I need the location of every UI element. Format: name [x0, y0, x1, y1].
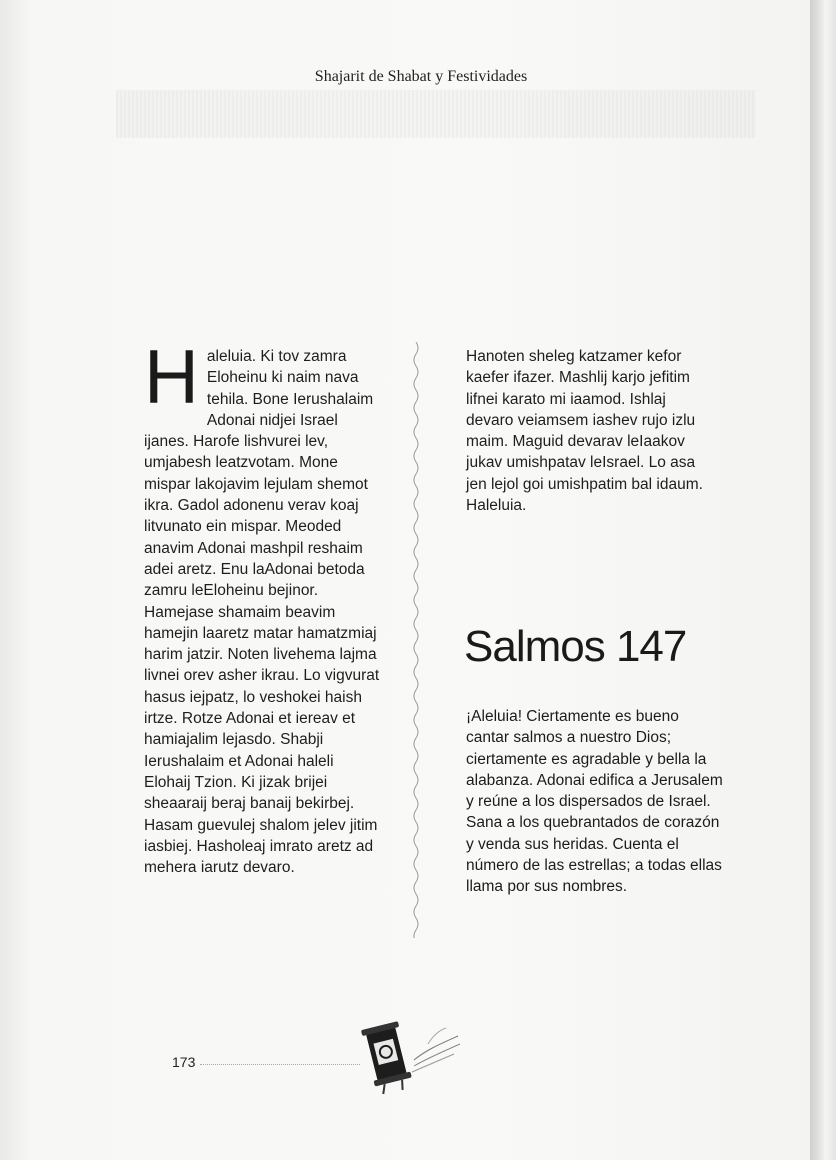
page-number: 173	[172, 1054, 196, 1070]
torah-scroll-ornament-icon	[354, 1014, 464, 1094]
psalm-147-text: ¡Aleluia! Ciertamente es bueno cantar salmos a nuestro Dios; ciertamente es agradable y bella la alabanza. Adonai edifica a Jerusalem y reúne a los dispersados de Israel. Sana a los quebrantados de corazón y venda sus heridas. Cuenta el número de las estrellas; a todas ellas llama por sus nombres.	[466, 708, 723, 896]
running-header: Shajarit de Shabat y Festividades	[314, 68, 528, 85]
right-transliteration-column	[466, 346, 716, 516]
header-shadow-band	[116, 90, 756, 138]
drop-cap: H	[144, 335, 199, 420]
psalm-147-translation	[466, 706, 726, 898]
footer-dotted-rule	[200, 1064, 360, 1065]
wavy-column-divider	[404, 342, 428, 938]
left-column-text: aleluia. Ki tov zamra Eloheinu ki naim nava tehila. Bone Ierushalaim Adonai nidjei Israel ijanes. Harofe lishvurei lev, umjabesh leatzvotam. Mone mispar lakojavim lejulam shemot ikra. Gadol adonenu verav koaj litvunato ein mispar. Meoded anavim Adonai mashpil reshaim adei aretz. Enu laAdonai betoda zamru leEloheinu bejinor. Hamejase shamaim beavim hamejin laaretz matar hamatzmiaj harim jatzir. Noten livehema lajma livnei orev asher ikrau. Lo vigvurat hasus iejpatz, lo veshokei haish irtze. Rotze Adonai et iereav et hamiajalim lejasdo. Shabji Ierushalaim et Adonai haleli Elohaij Tzion. Ki jizak brijei sheaaraij beraj banaij bekirbej. Hasam guevulej shalom jelev jitim iasbiej. Hasholeaj imrato aretz ad mehera iarutz devaro.	[144, 348, 380, 877]
page-edge-shadow	[810, 0, 836, 1160]
left-transliteration-column	[144, 335, 384, 878]
section-heading: Salmos 147	[464, 622, 687, 671]
right-column-text: Hanoten sheleg katzamer kefor kaefer ifazer. Mashlij karjo jefitim lifnei karato mi iaamod. Ishlaj devaro veiamsem iashev rujo izlu maim. Maguid devarav leIaakov jukav umishpatav leIsrael. Lo asa jen lejol goi umishpatim bal idaum. Haleluia.	[466, 348, 703, 515]
